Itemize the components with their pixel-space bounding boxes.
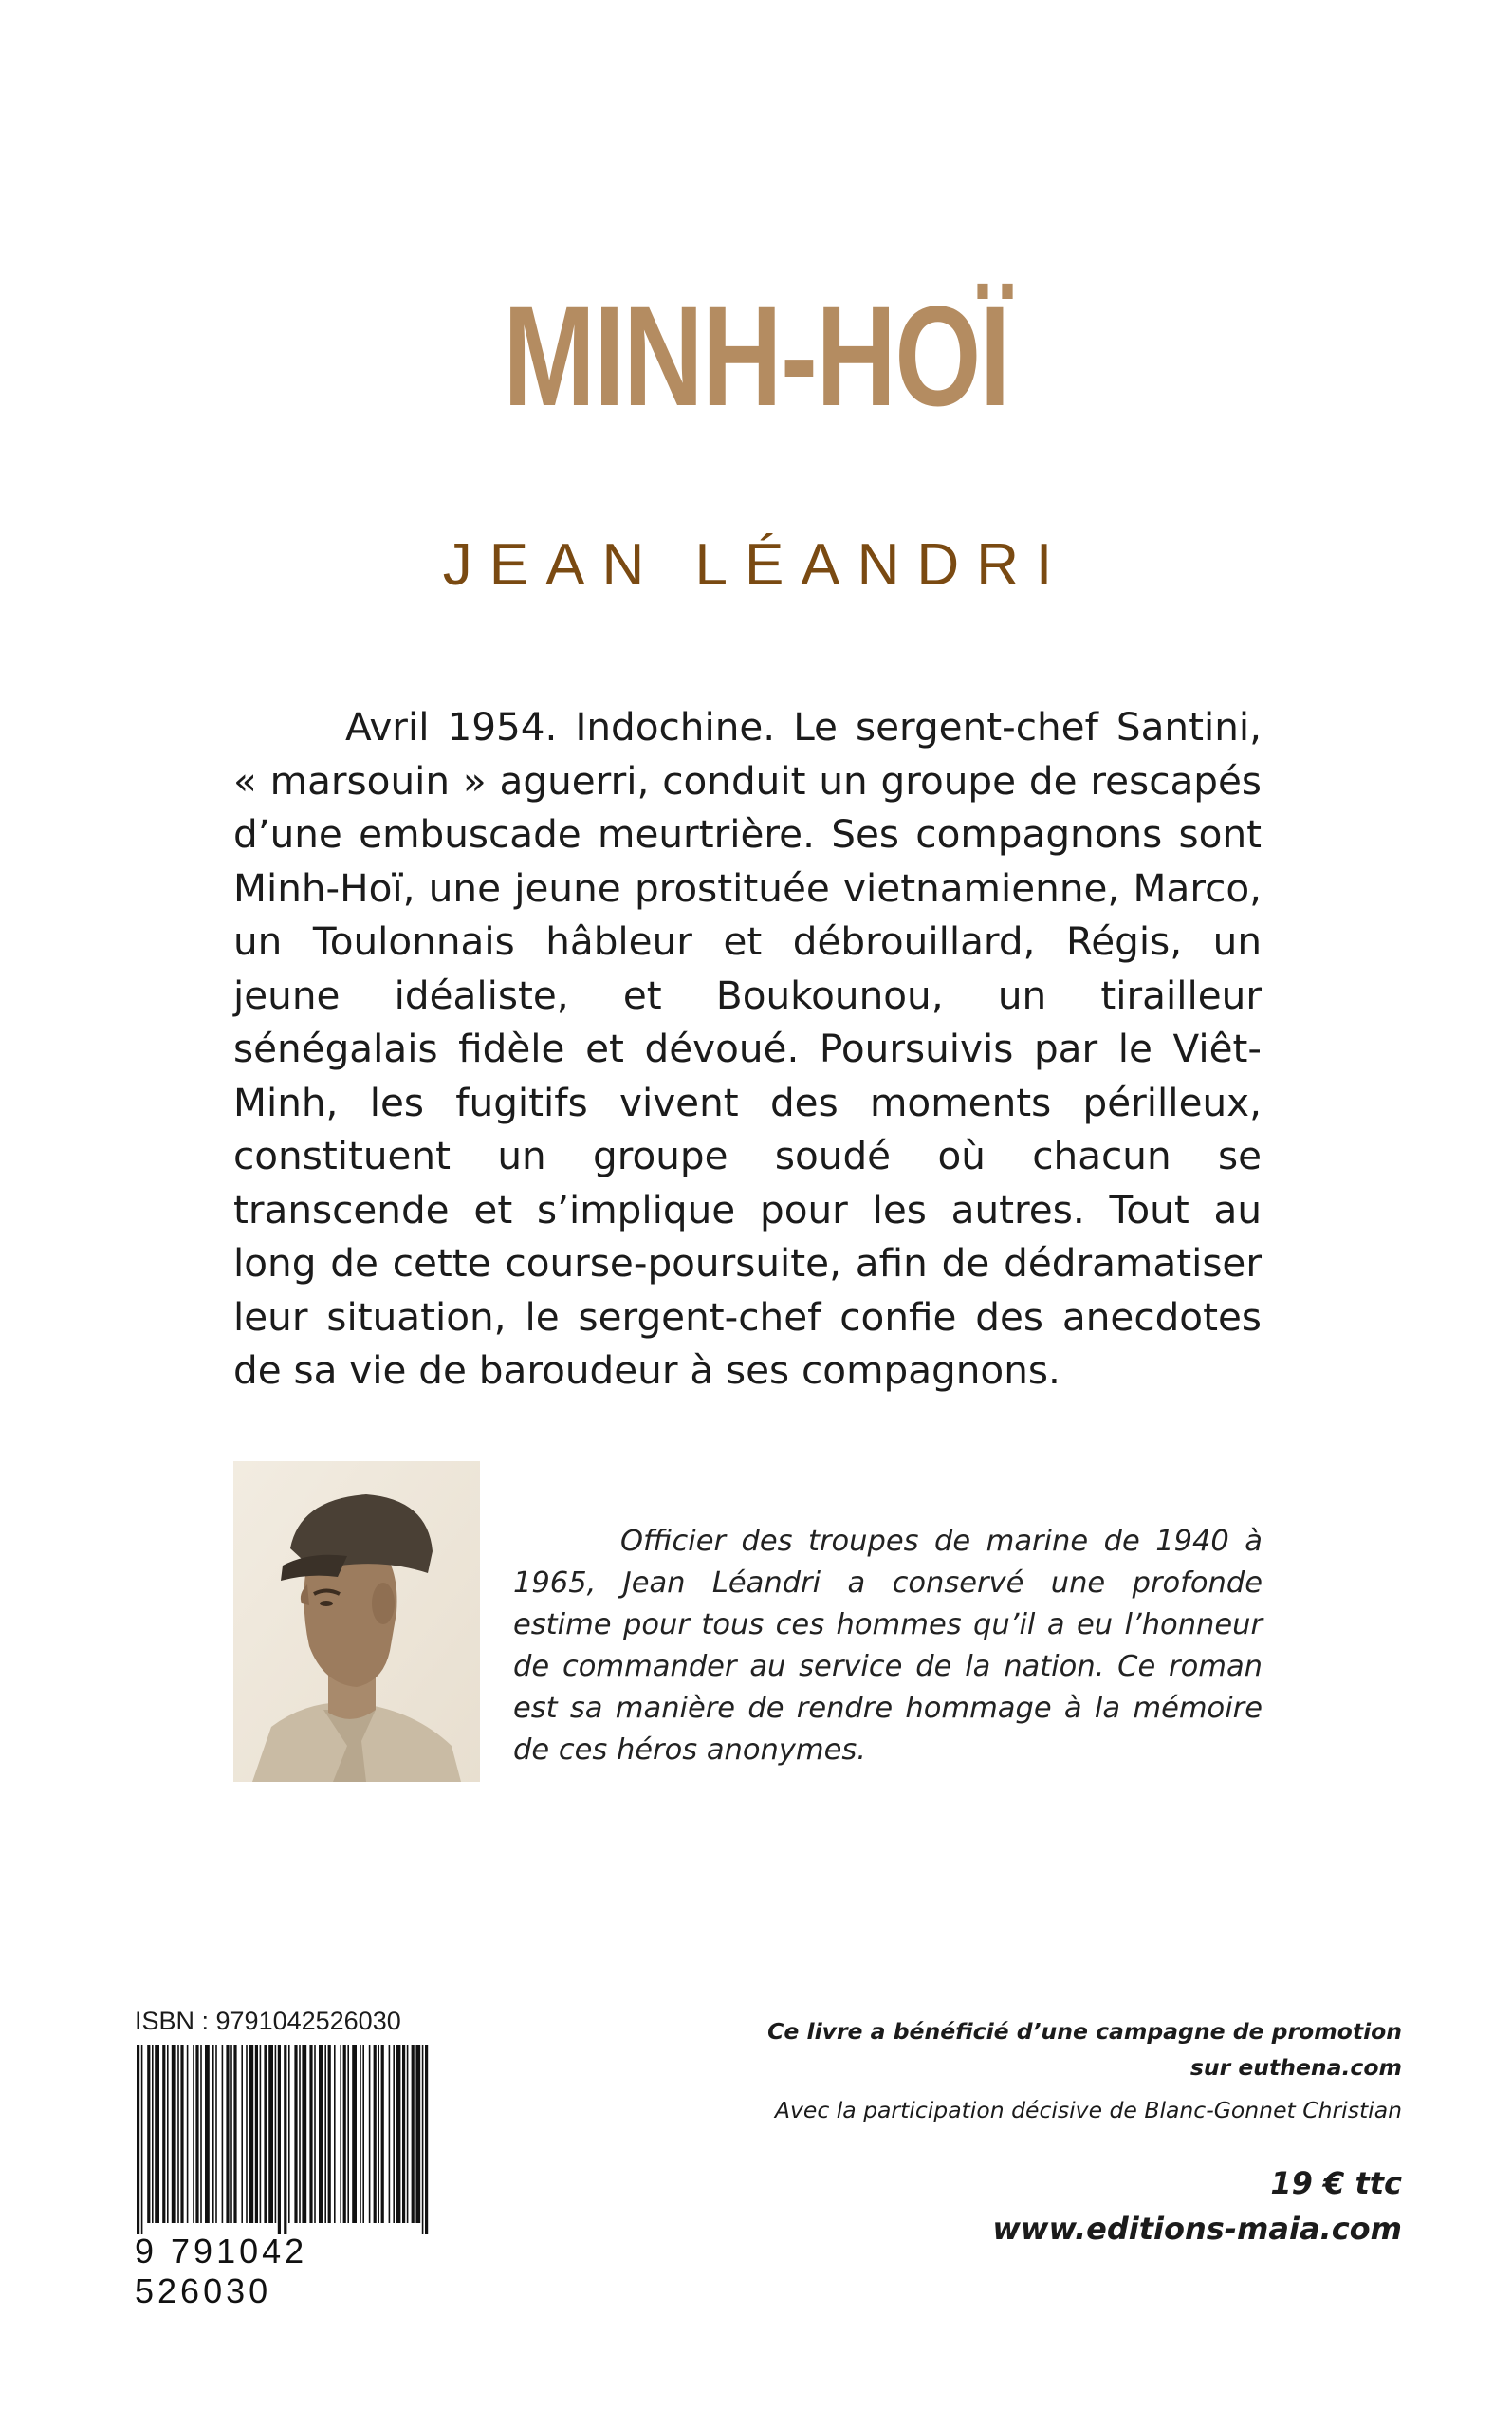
barcode-bar	[205, 2045, 210, 2223]
barcode-number: 9 791042 526030	[135, 2232, 308, 2310]
barcode-bar	[393, 2045, 395, 2223]
barcode-bar	[264, 2045, 267, 2223]
barcode-bar	[241, 2045, 243, 2223]
barcode-bar	[340, 2045, 341, 2223]
barcode-bar	[200, 2045, 202, 2223]
book-title: MINH-HOÏ	[503, 276, 1009, 435]
barcode-bar	[314, 2045, 316, 2223]
barcode-bar	[374, 2045, 377, 2223]
isbn-label: ISBN : 9791042526030	[135, 2007, 401, 2035]
barcode-bar	[396, 2045, 401, 2223]
barcode-bar	[268, 2045, 273, 2223]
barcode-bar	[260, 2045, 262, 2223]
price: 19 € ttc	[1270, 2165, 1402, 2201]
barcode-bar	[230, 2045, 232, 2223]
promotion-note	[738, 2013, 1402, 2085]
barcode	[135, 2045, 429, 2234]
barcode-bar	[180, 2045, 183, 2223]
barcode-bar	[278, 2045, 281, 2234]
barcode-bar	[187, 2045, 189, 2223]
barcode-bar	[155, 2045, 159, 2223]
barcode-bar	[415, 2045, 420, 2223]
barcode-bar	[147, 2045, 150, 2223]
author-name: JEAN LÉANDRI	[442, 532, 1070, 598]
barcode-bar	[288, 2045, 290, 2223]
promotion-line-1: Ce livre a bénéficié d’une campagne de promotion	[767, 2018, 1402, 2045]
barcode-bar	[362, 2045, 364, 2223]
barcode-bar	[212, 2045, 214, 2223]
barcode-bar	[195, 2045, 198, 2223]
barcode-bar	[246, 2045, 248, 2223]
promotion-line-2: sur euthena.com	[1189, 2054, 1402, 2081]
barcode-bar	[299, 2045, 301, 2223]
barcode-bar	[343, 2045, 346, 2223]
barcode-bar	[294, 2045, 297, 2223]
barcode-bar	[193, 2045, 194, 2223]
barcode-bar	[255, 2045, 258, 2223]
barcode-bar	[407, 2045, 409, 2223]
barcode-bar	[324, 2045, 326, 2223]
barcode-bar	[275, 2045, 277, 2223]
barcode-bar	[162, 2045, 165, 2223]
barcode-bar	[347, 2045, 349, 2223]
barcode-bar	[284, 2045, 286, 2234]
barcode-bar	[378, 2045, 379, 2223]
barcode-bar	[352, 2045, 357, 2223]
barcode-bar	[412, 2045, 415, 2223]
price-block	[833, 2160, 1402, 2251]
barcode-bar	[177, 2045, 179, 2223]
barcode-bar	[233, 2045, 236, 2223]
barcode-bar	[141, 2045, 143, 2234]
barcode-bar	[422, 2045, 424, 2234]
barcode-bar	[360, 2045, 361, 2223]
barcode-bar	[215, 2045, 217, 2223]
barcode-bar	[381, 2045, 384, 2223]
barcode-bar	[369, 2045, 371, 2223]
participation-note: Avec la participation décisive de Blanc-Gonnet Christian	[774, 2097, 1402, 2123]
barcode-bar	[226, 2045, 229, 2223]
barcode-bar	[425, 2045, 428, 2234]
author-photo	[233, 1461, 480, 1782]
barcode-bar	[309, 2045, 312, 2223]
barcode-bar	[328, 2045, 331, 2223]
barcode-bar	[249, 2045, 253, 2223]
barcode-bar	[402, 2045, 405, 2223]
barcode-bar	[222, 2045, 224, 2223]
book-summary: Avril 1954. Indochine. Le sergent-chef Santini, « marsouin » aguerri, conduit un groupe de rescapés d’une embuscade meurtrière. Ses compagnons sont Minh-Hoï, une jeune prostituée vietnamienne, Marco, un Toulonnais hâbleur et débrouillard, Régis, un jeune idéaliste, et Boukounou, un tirailleur sénégalais fidèle et dévoué. Poursuivis par le Viêt-Minh, les fugitifs vivent des moments périlleux, constituent un groupe soudé où chacun se transcende et s’implique pour les autres. Tout au long de cette course-poursuite, afin de dédramatiser leur situation, le sergent-chef confie des anecdotes de sa vie de baroudeur à ses compagnons.	[233, 704, 1262, 1393]
author-bio: Officier des troupes de marine de 1940 à 1965, Jean Léandri a conservé une profonde estime pour tous ces hommes qu’il a eu l’honneur de commander au service de la nation. Ce roman est sa manière de rendre hommage à la mémoire de ces héros anonymes.	[513, 1525, 1263, 1767]
publisher-website[interactable]: www.editions-maia.com	[992, 2211, 1402, 2247]
barcode-bar	[152, 2045, 154, 2223]
barcode-bar	[172, 2045, 176, 2223]
barcode-bar	[319, 2045, 323, 2223]
barcode-bar	[137, 2045, 139, 2234]
barcode-bar	[389, 2045, 391, 2223]
barcode-bar	[302, 2045, 306, 2223]
barcode-bar	[334, 2045, 336, 2223]
barcode-bar	[167, 2045, 169, 2223]
